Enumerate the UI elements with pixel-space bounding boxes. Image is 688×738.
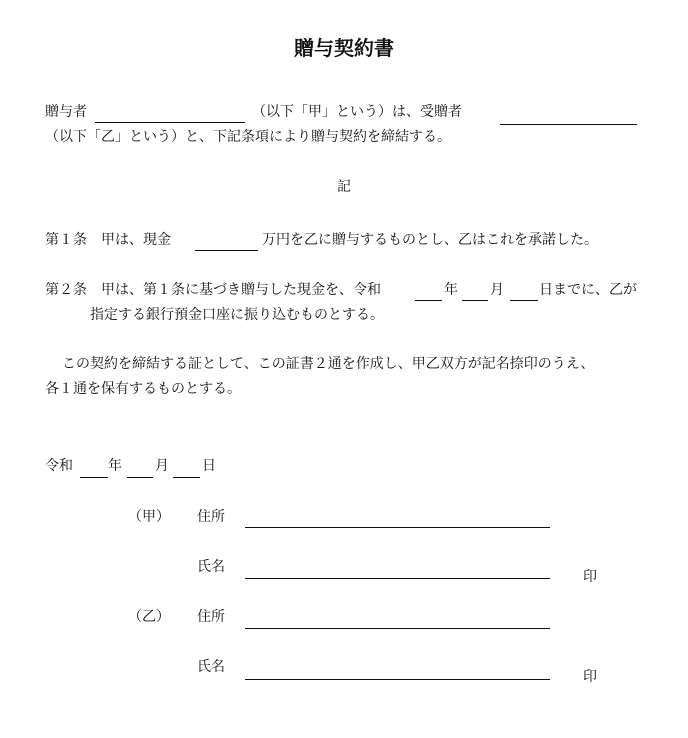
party-b-label: （乙） <box>128 609 170 625</box>
party-b-name-blank[interactable] <box>245 679 550 680</box>
party-a-seal: 印 <box>583 569 597 585</box>
date-year-blank[interactable] <box>80 477 108 478</box>
date-year: 年 <box>108 458 122 474</box>
article1-suffix: 万円を乙に贈与するものとし、乙はこれを承諾した。 <box>262 232 598 248</box>
deadline-month-blank[interactable] <box>462 300 488 301</box>
document-title: 贈与契約書 <box>294 36 394 60</box>
ki-heading: 記 <box>337 179 351 195</box>
date-day: 日 <box>202 458 216 474</box>
party-a-label: （甲） <box>128 509 170 525</box>
party-a-name-label: 氏名 <box>197 559 225 575</box>
intro-line2: （以下「乙」という）と、下記条項により贈与契約を締結する。 <box>45 129 451 145</box>
party-a-address-label: 住所 <box>197 509 225 525</box>
article2-suffix: 日までに、乙が <box>539 282 637 298</box>
party-a-address-blank[interactable] <box>245 527 550 528</box>
donor-name-blank[interactable] <box>95 122 245 123</box>
party-b-address-blank[interactable] <box>245 628 550 629</box>
date-day-blank[interactable] <box>173 477 200 478</box>
closing-line1: この契約を締結する証として、この証書２通を作成し、甲乙双方が記名捺印のうえ、 <box>62 356 595 372</box>
article2-prefix: 第２条 甲は、第１条に基づき贈与した現金を、令和 <box>45 282 381 298</box>
deadline-year-blank[interactable] <box>415 300 442 301</box>
deadline-day-blank[interactable] <box>510 300 538 301</box>
date-month: 月 <box>155 458 169 474</box>
article2-line2: 指定する銀行預金口座に振り込むものとする。 <box>90 307 384 323</box>
closing-line2: 各１通を保有するものとする。 <box>45 381 241 397</box>
party-b-seal: 印 <box>583 669 597 685</box>
article2-month: 月 <box>490 282 504 298</box>
donor-suffix: （以下「甲」という）は、受贈者 <box>252 104 462 120</box>
amount-blank[interactable] <box>195 250 258 251</box>
donee-name-blank[interactable] <box>500 124 637 125</box>
donor-label: 贈与者 <box>45 104 87 120</box>
party-a-name-blank[interactable] <box>245 578 550 579</box>
date-era: 令和 <box>45 458 73 474</box>
article1-prefix: 第１条 甲は、現金 <box>45 232 171 248</box>
article2-year: 年 <box>444 282 458 298</box>
party-b-name-label: 氏名 <box>197 659 225 675</box>
date-month-blank[interactable] <box>127 477 153 478</box>
party-b-address-label: 住所 <box>197 609 225 625</box>
